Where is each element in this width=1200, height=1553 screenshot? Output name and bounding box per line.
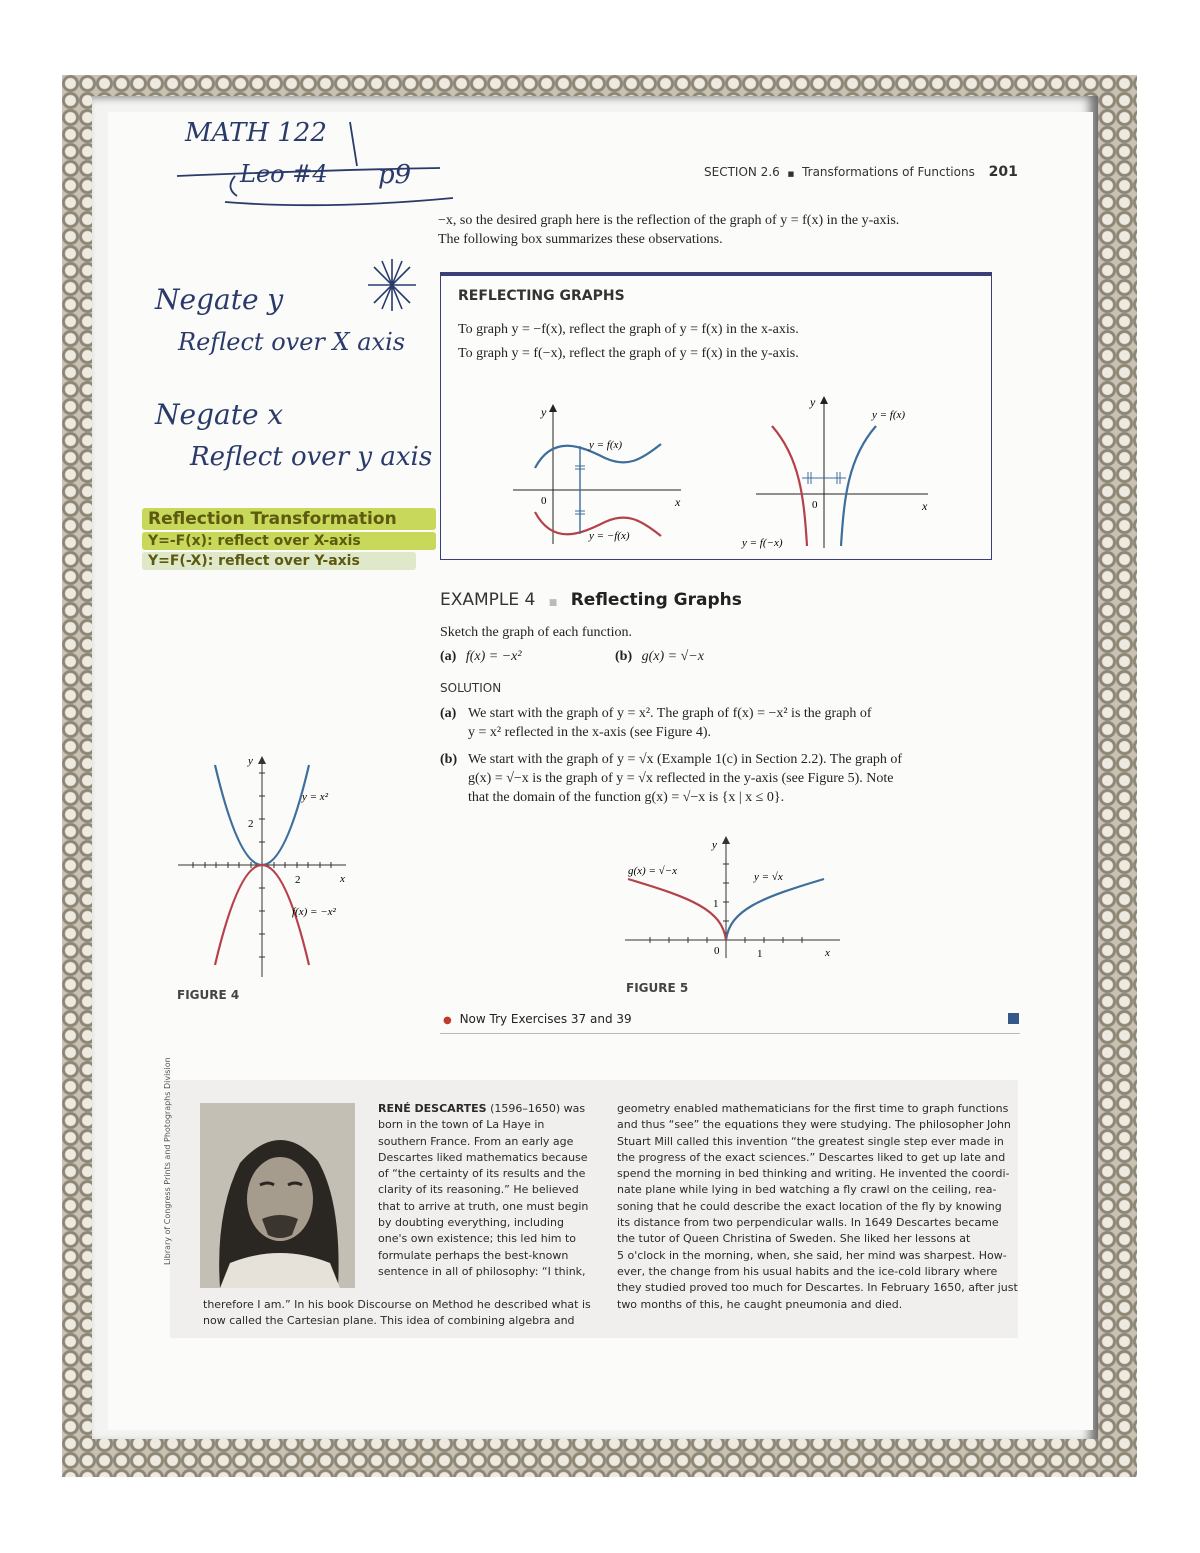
example-parts [440, 647, 840, 666]
bio-col1-line: formulate perhaps the best-known [378, 1248, 569, 1262]
bio-col2-line: and thus “see” the equations they were studying. The philosopher John [617, 1118, 1011, 1132]
bio-col1-line: of “the certainty of its results and the [378, 1167, 586, 1181]
bio-col1-line: one's own existence; this led him to [378, 1232, 577, 1246]
fig5-right-label: y = √x [754, 871, 783, 883]
bio-col2-line: spend the morning in bed thinking and writing. He invented the coordi- [617, 1167, 1010, 1181]
page-number: 201 [988, 164, 1018, 180]
reflecting-graphs-box [440, 272, 992, 560]
bio-col2-line: they studied proved too much for Descartes. In February 1650, after just [617, 1281, 1018, 1295]
now-try-text: Now Try Exercises 37 and 39 [459, 1012, 632, 1026]
fig4-tick-y: 2 [248, 818, 254, 830]
star-doodle-icon [362, 255, 422, 315]
bio-dates: (1596–1650) was [490, 1102, 586, 1115]
handwritten-note2-line1: Negate x [155, 398, 284, 431]
bio-col1-line: by doubting everything, including [378, 1216, 564, 1230]
example-number: EXAMPLE 4 [440, 590, 536, 610]
bio-col1-line: southern France. From an early age [378, 1134, 574, 1148]
fig5-y-label: y [712, 839, 717, 851]
box-rule-2: To graph y = f(−x), reflect the graph of y = f(x) in the y-axis. [458, 346, 799, 361]
handwritten-note1-line1: Negate y [155, 283, 284, 316]
fig5-x-label: x [825, 947, 830, 959]
bio-col2-line: ever, the change from his usual habits and the ice-cold library where [617, 1264, 998, 1278]
fig4-tick-x: 2 [295, 874, 301, 886]
sol-a-label: (a) [440, 706, 457, 721]
graph2-right-label: y = f(x) [872, 409, 906, 421]
portrait-image [200, 1103, 355, 1288]
running-header [704, 164, 1018, 180]
sol-b-label: (b) [440, 752, 458, 767]
arrow-y-icon [549, 404, 557, 412]
sol-a-line1: We start with the graph of y = x². The graph of f(x) = −x² is the graph of [468, 706, 872, 721]
graph2-y-label: y [810, 395, 816, 409]
bio-col2-line: 5 o'clock in the morning, when, she said, her mind was sharpest. How- [617, 1248, 1007, 1262]
fig4-x-label: x [340, 873, 345, 885]
header-separator: ■ [787, 170, 795, 178]
fig4-upper-label: y = x² [302, 791, 328, 803]
bio-col2-line: soning that he could describe the exact location of the fly by knowing [617, 1199, 1002, 1213]
bio-col1-line: sentence in all of philosophy: “I think, [378, 1264, 586, 1278]
intro-line2: The following box summarizes these observations. [438, 232, 723, 247]
intro-text [438, 211, 998, 249]
bio-col1-tail-line: therefore I am.” In his book Discourse on Method he described what is [203, 1298, 591, 1311]
example-prompt: Sketch the graph of each function. [440, 625, 633, 640]
curve-f-neg-x [772, 426, 807, 546]
solution-heading: SOLUTION [440, 681, 502, 695]
box-graph-right [736, 388, 936, 553]
header-section: SECTION 2.6 [704, 165, 780, 179]
graph2-x-label: x [922, 499, 928, 513]
graph1-y-label: y [541, 405, 547, 419]
arrow-y-icon [820, 396, 828, 404]
box-title: REFLECTING GRAPHS [458, 288, 625, 304]
bio-col2-line: nate plane while lying in bed watching a fly crawl on the ceiling, rea- [617, 1183, 997, 1197]
fig5-origin: 0 [714, 945, 720, 957]
bio-col1-tail-line: now called the Cartesian plane. This idea of combining algebra and [203, 1314, 575, 1328]
graph2-left-label: y = f(−x) [742, 537, 783, 549]
figure-4-caption: FIGURE 4 [177, 988, 240, 1002]
solution-b [440, 750, 1010, 807]
fig5-tick-y: 1 [713, 898, 719, 910]
bio-name: RENÉ DESCARTES [378, 1102, 487, 1115]
fig4-lower-label: f(x) = −x² [292, 906, 336, 918]
now-try [443, 1012, 632, 1026]
bio-col2-line: two months of this, he caught pneumonia and died. [617, 1297, 903, 1311]
sol-a-line2: y = x² reflected in the x-axis (see Figure 4). [468, 725, 712, 740]
bio-col2-line: its distance from two perpendicular walls. In 1649 Descartes became [617, 1216, 999, 1230]
handwritten-lecture: Leo #4 [240, 160, 328, 188]
highlight-line1: Y=-F(x): reflect over X-axis [142, 532, 436, 550]
arrow-y-icon [722, 836, 730, 844]
part-b: g(x) = √−x [641, 649, 704, 664]
intro-line1: −x, so the desired graph here is the reflection of the graph of y = f(x) in the y-axis. [438, 213, 900, 228]
bio-col1-line: Descartes liked mathematics because [378, 1150, 588, 1164]
fig5-tick-x: 1 [757, 948, 763, 960]
handwritten-note2-line2: Reflect over y axis [190, 442, 433, 472]
bio-col1-line: clarity of its reasoning.” He believed [378, 1183, 579, 1197]
handwritten-note1-line2: Reflect over X axis [178, 328, 406, 356]
sol-b-line3: that the domain of the function g(x) = √−x is {x | x ≤ 0}. [468, 790, 785, 805]
example-rule [440, 1033, 1020, 1034]
bio-col1-line: born in the town of La Haye in [378, 1118, 545, 1132]
graph1-bottom-label: y = −f(x) [589, 530, 630, 542]
graph1-origin: 0 [541, 495, 547, 507]
highlight-note [142, 508, 442, 570]
example-separator: ■ [548, 598, 558, 608]
highlight-title: Reflection Transformation [142, 508, 436, 530]
bio-col2-line: Stuart Mill called this invention “the greatest single step ever made in [617, 1134, 1004, 1148]
solution-a [440, 704, 1000, 742]
bio-column-1-tail [203, 1297, 591, 1330]
bio-col2-line: geometry enabled mathematicians for the first time to graph functions [617, 1102, 1009, 1115]
curve-sqrt-x [726, 879, 824, 940]
graph2-origin: 0 [812, 499, 818, 511]
handwritten-page-mark: p9 [378, 160, 412, 190]
pencil-icon: ● [443, 1015, 452, 1026]
sol-b-line1: We start with the graph of y = √x (Example 1(c) in Section 2.2). The graph of [468, 752, 903, 767]
sol-b-line2: g(x) = √−x is the graph of y = √x reflected in the y-axis (see Figure 5). Note [468, 771, 894, 786]
part-a-label: (a) [440, 649, 457, 664]
bio-col2-line: the tutor of Queen Christina of Sweden. She liked her lessons at [617, 1232, 971, 1246]
header-topic: Transformations of Functions [802, 165, 975, 179]
graph1-x-label: x [675, 495, 681, 509]
figure-5-caption: FIGURE 5 [626, 981, 689, 995]
example-title: Reflecting Graphs [570, 590, 742, 610]
curve-f-right [841, 426, 876, 546]
highlight-line2: Y=F(-X): reflect over Y-axis [142, 552, 416, 570]
box-rule-1: To graph y = −f(x), reflect the graph of y = f(x) in the x-axis. [458, 322, 799, 337]
figure-4-graph [170, 752, 380, 982]
bio-col1-line: that to arrive at truth, one must begin [378, 1199, 589, 1213]
end-of-example-icon [1008, 1013, 1019, 1024]
part-b-label: (b) [615, 649, 633, 664]
box-graph-left [501, 396, 691, 546]
photo-credit: Library of Congress Prints and Photographs Division [163, 1057, 172, 1265]
fig5-left-label: g(x) = √−x [628, 865, 677, 877]
bio-column-2 [617, 1101, 1018, 1313]
fig4-y-label: y [248, 755, 253, 767]
curve-sqrt-neg-x [628, 879, 726, 940]
figure-5-graph [620, 832, 850, 962]
arrow-y-icon [258, 756, 266, 764]
handwritten-course: MATH 122 [185, 118, 327, 148]
graph1-top-label: y = f(x) [589, 439, 623, 451]
part-a: f(x) = −x² [465, 649, 522, 664]
bio-column-1 [378, 1101, 588, 1280]
example-heading [440, 590, 742, 610]
bio-col2-line: the progress of the exact sciences.” Descartes liked to get up late and [617, 1150, 1006, 1164]
